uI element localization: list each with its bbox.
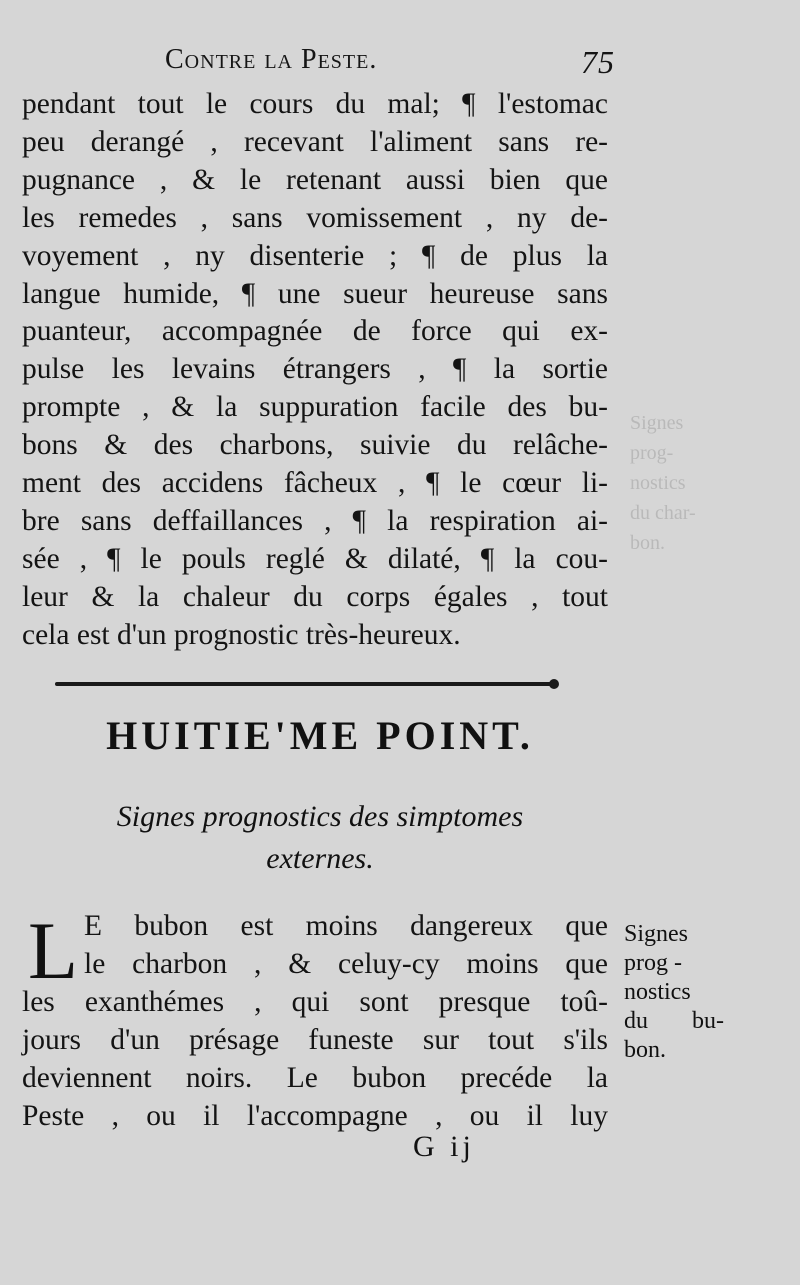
section-subtitle	[55, 796, 585, 880]
text-line: leur & la chaleur du corps égales , tout	[22, 580, 608, 613]
running-title: Contre la Peste.	[165, 44, 378, 75]
bleed-through-note	[630, 408, 696, 558]
paragraph-1	[22, 86, 608, 655]
text-line: prompte , & la suppuration facile des bu-	[22, 391, 608, 424]
drop-cap: L	[28, 905, 79, 996]
page-number: 75	[581, 44, 615, 80]
text-line: puanteur, accompagnée de force qui ex-	[22, 315, 608, 348]
text-line: pugnance , & le retenant aussi bien que	[22, 163, 608, 196]
text-line: jours d'un présage funeste sur tout s'ils	[22, 1023, 608, 1056]
bleed-line: du char-	[630, 502, 696, 524]
bleed-line: nostics	[630, 472, 686, 494]
margin-note-line: prog -	[624, 950, 682, 976]
text-line: pulse les levains étrangers , ¶ la sortie	[22, 353, 608, 386]
text-line: voyement , ny disenterie ; ¶ de plus la	[22, 239, 608, 272]
text-line: Peste , ou il l'accompagne , ou il luy	[22, 1099, 608, 1132]
text-line: peu derangé , recevant l'aliment sans re-	[22, 125, 608, 158]
subtitle-line: externes.	[266, 842, 374, 875]
margin-note-line: nostics	[624, 979, 691, 1005]
bleed-line: Signes	[630, 412, 684, 434]
text-line: sée , ¶ le pouls reglé & dilaté, ¶ la cou-	[22, 542, 608, 575]
text-line: le charbon , & celuy-cy moins que	[84, 947, 608, 980]
bleed-line: bon.	[630, 532, 665, 554]
text-line: bons & des charbons, suivie du relâche-	[22, 429, 608, 462]
bleed-line: prog-	[630, 442, 674, 464]
text-line: E bubon est moins dangereux que	[84, 910, 608, 942]
margin-note-line: du bu-	[624, 1008, 724, 1034]
text-line: bre sans deffaillances , ¶ la respiration ai-	[22, 504, 608, 537]
margin-note	[624, 920, 724, 1065]
margin-note-line: Signes	[624, 921, 689, 947]
running-header	[165, 44, 615, 80]
text-line: deviennent noirs. Le bubon precéde la	[22, 1061, 608, 1094]
section-title: HUITIE'ME POINT.	[106, 713, 534, 758]
text-line: les remedes , sans vomissement , ny de-	[22, 201, 608, 234]
text-line: pendant tout le cours du mal; ¶ l'estomac	[22, 88, 608, 120]
section-divider	[55, 682, 555, 686]
text-line: ment des accidens fâcheux , ¶ le cœur li-	[22, 467, 608, 500]
paragraph-2	[22, 905, 608, 1135]
subtitle-line: Signes prognostics des simptomes	[116, 800, 524, 833]
margin-note-line: bon.	[624, 1037, 666, 1063]
text-line: langue humide, ¶ une sueur heureuse sans	[22, 277, 608, 310]
text-line: les exanthémes , qui sont presque toû-	[22, 985, 608, 1018]
signature-mark: G ij	[413, 1130, 475, 1163]
text-line: cela est d'un prognostic très-heureux.	[22, 618, 461, 651]
